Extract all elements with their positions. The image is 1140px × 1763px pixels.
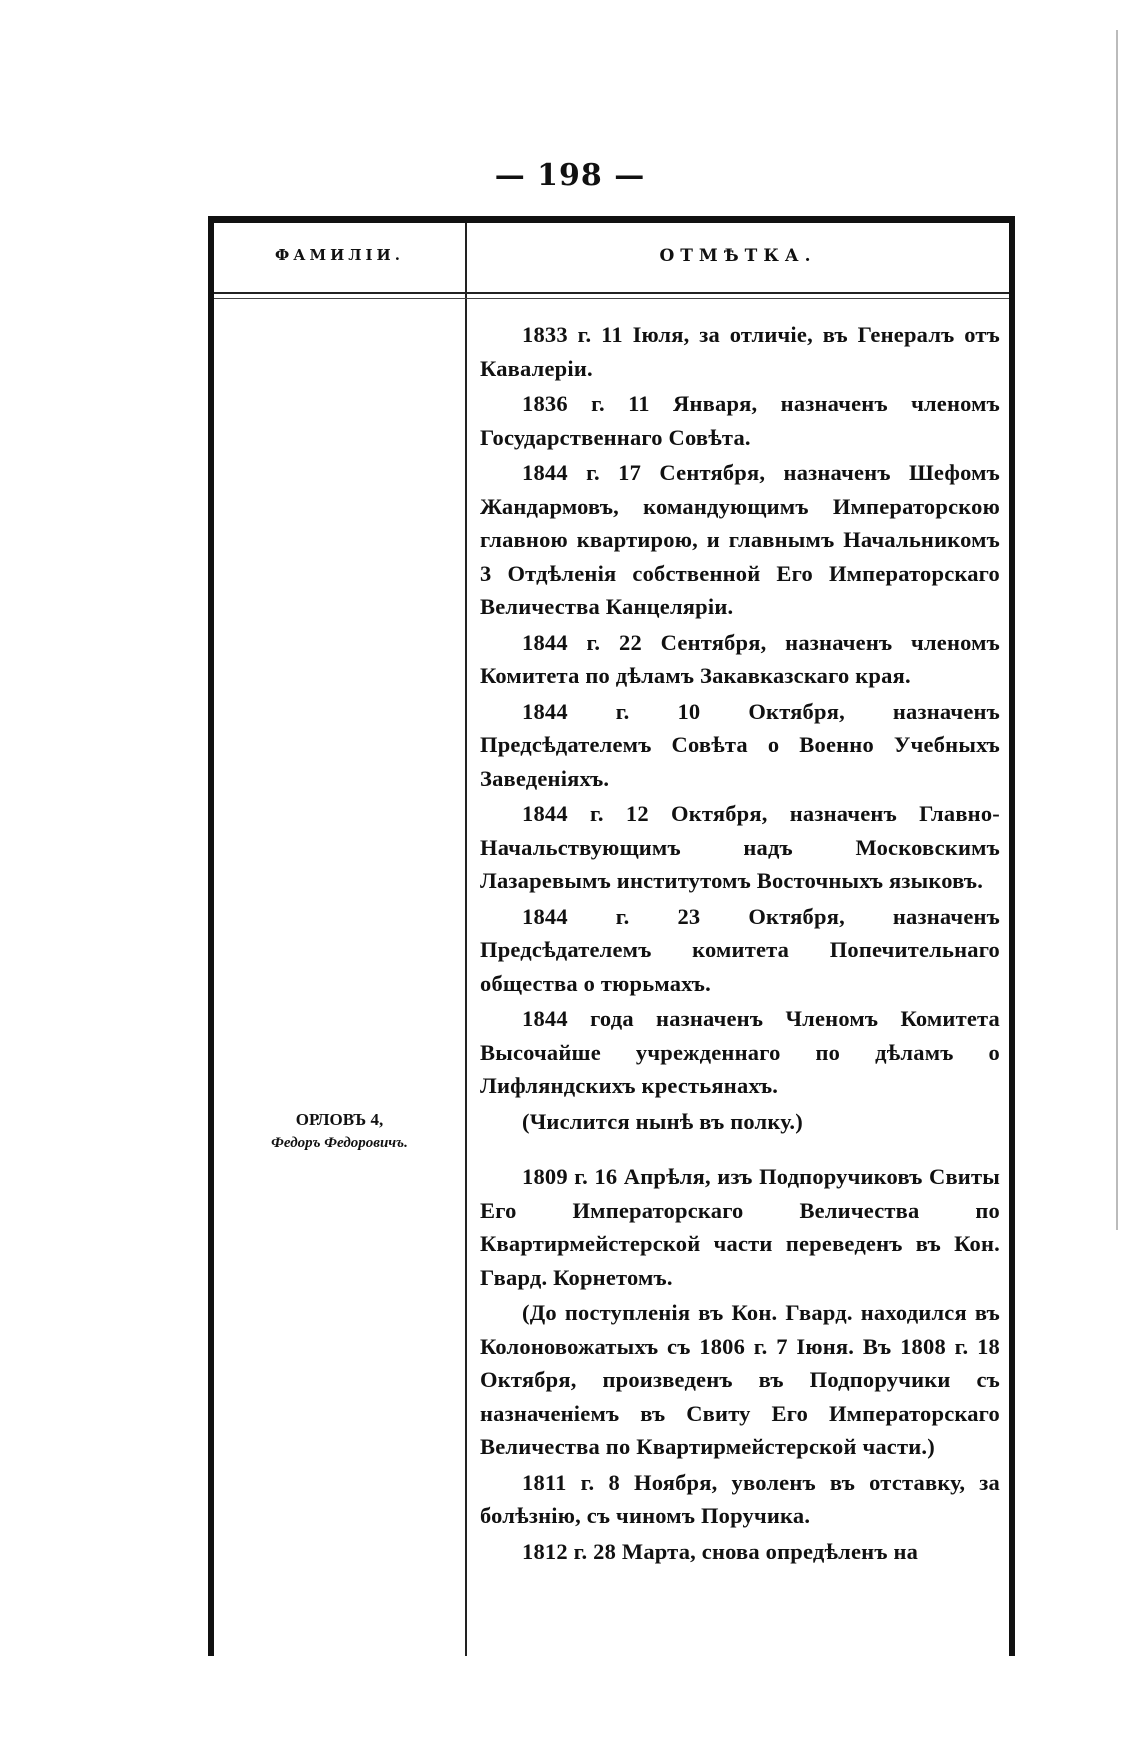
header-surnames: ФАМИЛIИ. xyxy=(275,246,404,264)
entry-1844-oct-23: 1844 г. 23 Октября, назначенъ Предсѣдателемъ комитета Попечительнаго общества о тюрьмахъ. xyxy=(480,903,1000,996)
table-right-border xyxy=(1009,216,1015,1656)
person-name-block xyxy=(214,1108,465,1154)
entry-1844-sep-22: 1844 г. 22 Сентября, назначенъ членомъ Комитета по дѣламъ Закавказскаго края. xyxy=(480,629,1000,688)
notes-column xyxy=(480,318,1000,1570)
entry-prior-service: (До поступленія въ Кон. Гвард. находился въ Колоновожатыхъ съ 1806 г. 7 Iюня. Въ 1808 г. 18 Октября, произведенъ въ Подпоручики съ назначеніемъ въ Свиту Его Императорскаго Величества по Квартирмейстерской части.) xyxy=(480,1300,1000,1459)
entry-regiment-note: (Числится нынѣ въ полку.) xyxy=(522,1108,803,1134)
entry-1844-oct-10: 1844 г. 10 Октября, назначенъ Предсѣдателемъ Совѣта о Военно Учебныхъ Заведеніяхъ. xyxy=(480,698,1000,791)
entry-1836: 1836 г. 11 Января, назначенъ членомъ Государственнаго Совѣта. xyxy=(480,391,1000,450)
table-top-border xyxy=(208,216,1015,223)
entry-1809: 1809 г. 16 Апрѣля, изъ Подпоручиковъ Свиты Его Императорскаго Величества по Квартирмейстерской части переведенъ въ Кон. Гвард. Корнетомъ. xyxy=(480,1164,1000,1290)
page-margin-line xyxy=(1116,30,1118,1230)
header-rule-secondary xyxy=(214,298,1009,299)
entry-1811: 1811 г. 8 Ноября, уволенъ въ отставку, за болѣзнію, съ чиномъ Поручика. xyxy=(480,1469,1000,1528)
person-surname: ОРЛОВЪ 4, xyxy=(295,1110,384,1129)
header-notes: ОТМѢТКА. xyxy=(659,246,817,266)
column-divider xyxy=(465,223,467,1656)
entry-1844-oct-12: 1844 г. 12 Октября, назначенъ Главно-Начальствующимъ надъ Московскимъ Лазаревымъ институтомъ Восточныхъ языковъ. xyxy=(480,801,1000,893)
header-rule xyxy=(214,292,1009,294)
person-given-name: Федоръ Федоровичъ. xyxy=(271,1135,408,1151)
page-number: — 198 — xyxy=(494,158,646,193)
entry-1812: 1812 г. 28 Марта, снова опредѣленъ на xyxy=(522,1538,919,1564)
entry-1844-sep-17: 1844 г. 17 Сентября, назначенъ Шефомъ Жандармовъ, командующимъ Императорскою главною квартирою, и главнымъ Начальникомъ 3 Отдѣленія собственной Его Императорскаго Величества Канцеляріи. xyxy=(480,460,1000,619)
entry-1833: 1833 г. 11 Iюля, за отличіе, въ Генералъ отъ Кавалеріи. xyxy=(480,322,1000,381)
table-left-border xyxy=(208,216,214,1656)
entry-1844-committee: 1844 года назначенъ Членомъ Комитета Высочайше учрежденнаго по дѣламъ о Лифляндскихъ крестьянахъ. xyxy=(480,1006,1000,1098)
